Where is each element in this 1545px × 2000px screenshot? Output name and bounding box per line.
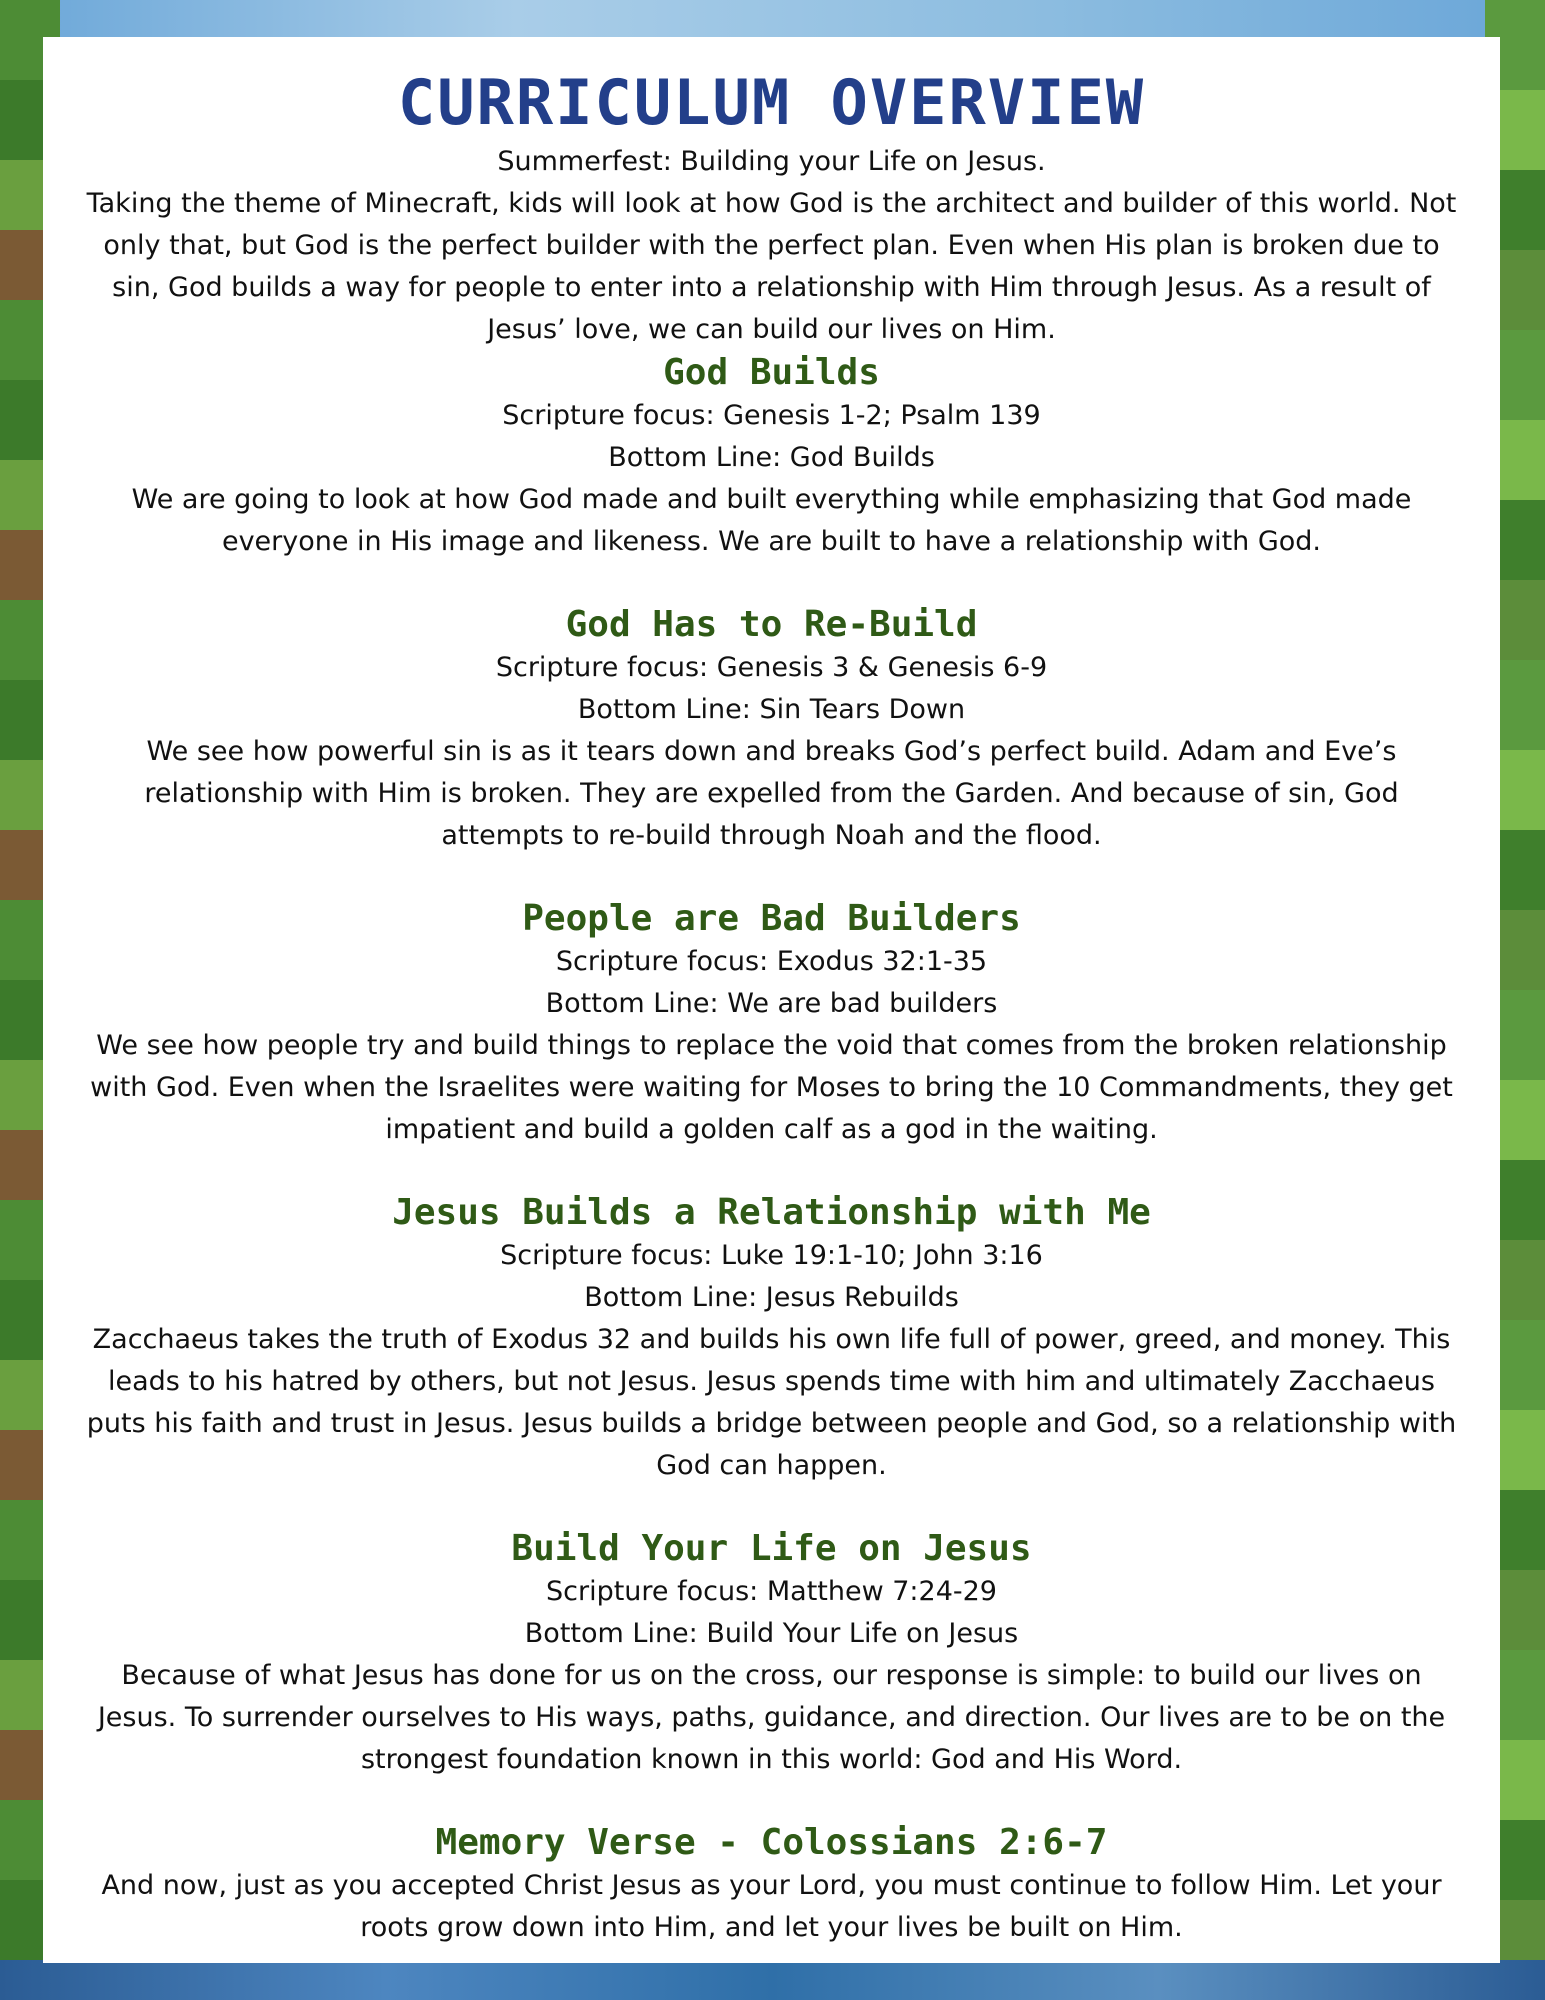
section-jesus-builds-relationship [83,1191,1460,1487]
curriculum-panel [43,37,1500,1963]
section-body: Because of what Jesus has done for us on the cross, our response is simple: to build our lives on Jesus. To surrender ourselves to His ways, paths, guidance, and direction. Our lives are to be on the strongest foundation known in this world: God and His Word. [97,1660,1446,1775]
bottom-line: Bottom Line: God Builds [608,442,935,473]
section-god-has-to-rebuild [83,603,1460,857]
section-god-builds [83,351,1460,563]
section-heading: God Builds [663,352,880,393]
bottom-line: Bottom Line: Build Your Life on Jesus [524,1618,1019,1649]
section-heading: God Has to Re-Build [565,604,978,645]
section-heading: Jesus Builds a Relationship with Me [392,1192,1151,1233]
section-body: We see how people try and build things to replace the void that comes from the broken relationship with God. Even when the Israelites were waiting for Moses to bring the 10 Commandments, they get impatient and build a golden calf as a god in the waiting. [90,1030,1453,1145]
intro-subtitle: Summerfest: Building your Life on Jesus. [497,146,1046,177]
page-title: CURRICULUM OVERVIEW [397,66,1146,139]
background-sky [0,0,1545,38]
bottom-line: Bottom Line: Jesus Rebuilds [584,1282,959,1313]
section-body: We are going to look at how God made and built everything while emphasizing that God made everyone in His image and likeness. We are built to have a relationship with God. [131,484,1412,557]
intro-body: Taking the theme of Minecraft, kids will look at how God is the architect and builder of this world. Not only that, but God is the perfect builder with the perfect plan. Even when His plan is broken due to sin, God builds a way for people to enter into a relationship with Him through Jesus. As a result of Jesus’ love, we can build our lives on Him. [86,188,1457,345]
memory-verse-body: And now, just as you accepted Christ Jesus as your Lord, you must continue to follow Him. Let your roots grow down into Him, and let your lives be built on Him. [101,1870,1442,1943]
scripture-focus: Scripture focus: Matthew 7:24-29 [546,1576,997,1607]
section-people-are-bad-builders [83,897,1460,1151]
section-body: Zacchaeus takes the truth of Exodus 32 and builds his own life full of power, greed, and money. This leads to his hatred by others, but not Jesus. Jesus spends time with him and ultimately Zacchaeus puts his faith and trust in Jesus. Jesus builds a bridge between people and God, so a relationship with God can happen. [86,1324,1457,1481]
scripture-focus: Scripture focus: Genesis 1-2; Psalm 139 [502,400,1041,431]
scripture-focus: Scripture focus: Exodus 32:1-35 [555,946,988,977]
section-memory-verse [83,1821,1460,1949]
section-heading: Build Your Life on Jesus [511,1528,1032,1569]
section-build-your-life-on-jesus [83,1527,1460,1781]
section-body: We see how powerful sin is as it tears down and breaks God’s perfect build. Adam and Eve’s relationship with Him is broken. They are expelled from the Garden. And because of sin, God attempts to re-build through Noah and the flood. [144,736,1399,851]
section-heading: People are Bad Builders [522,898,1021,939]
memory-verse-heading: Memory Verse - Colossians 2:6-7 [435,1822,1108,1863]
scripture-focus: Scripture focus: Luke 19:1-10; John 3:16 [500,1240,1043,1271]
bottom-line: Bottom Line: Sin Tears Down [577,694,966,725]
background-water [0,1960,1545,2000]
scripture-focus: Scripture focus: Genesis 3 & Genesis 6-9 [495,652,1048,683]
bottom-line: Bottom Line: We are bad builders [545,988,998,1019]
